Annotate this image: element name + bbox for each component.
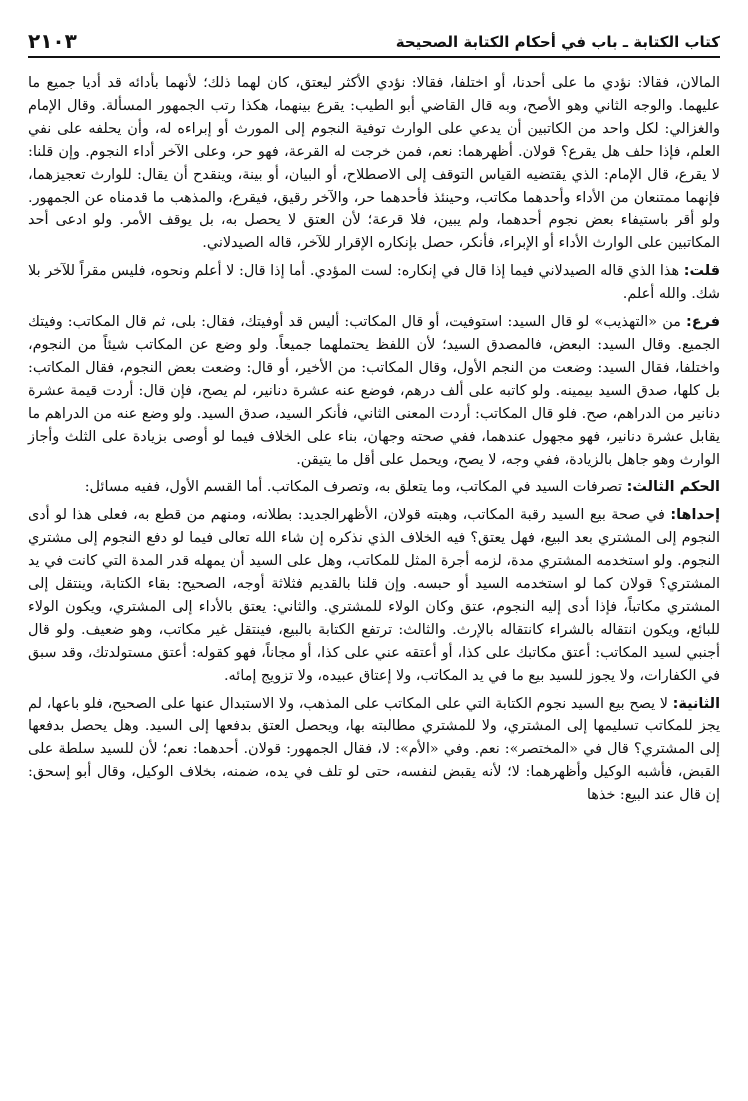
- paragraph-lead: الحكم الثالث:: [626, 479, 720, 496]
- paragraph-5: [28, 504, 720, 687]
- page-body: [28, 72, 720, 807]
- paragraph-text: المالان، فقالا: نؤدي ما على أحدنا، أو اختلفا، فقالا: نؤدي الأكثر ليعتق، كان لهما ذلك؛ لأنهما بأدائه قد أديا جميع ما عليهما. والوجه الثاني وهو الأصح، وبه قال القاضي أبو الطيب: يقرع بينهما، هكذا رتب الجمهور المسألة. وقال الإمام والغزالي: لكل واحد من الكاتبين أن يدعي على الوارث توفية النجوم إلى المورث أو إبراءه له، وأن يحلفه على نفي العلم، فإذا حلف هل يقرع؟ قولان. أظهرهما: نعم، فمن خرجت له القرعة، فهو حر، وعلى الآخر أداء النجوم. وإن قلنا: لا يقرع، قال الإمام: الذي يقتضيه القياس التوقف إلى الاصطلاح، أو البيان، أو بينة، وينقدح أن يقال: للوارث تعجيزهما، فإنهما ممتنعان من الأداء وأحدهما مكاتب، وحينئذ فأحدهما حر، والآخر رقيق، فيقرع، والمذهب ما قدمناه عن الجمهور. ولو أقر باستيفاء بعض نجوم أحدهما، ولم يبين، فلا قرعة؛ لأن العتق لا يحصل به، بل يوقف الأمر. ولو ادعى أحد المكاتبين على الوارث الأداء أو الإبراء، فأنكر، حصل بإنكاره الإقرار للآخر، قاله الصيدلاني.: [28, 75, 720, 252]
- paragraph-3: [28, 311, 720, 471]
- paragraph-lead: قلت:: [683, 263, 720, 280]
- chapter-title: كتاب الكتابة ـ باب في أحكام الكتابة الصحيحة: [395, 33, 720, 51]
- paragraph-4: [28, 476, 720, 499]
- paragraph-text: تصرفات السيد في المكاتب، وما يتعلق به، وتصرف المكاتب. أما القسم الأول، ففيه مسائل:: [84, 479, 623, 496]
- paragraph-1: [28, 72, 720, 255]
- running-header: [28, 26, 720, 58]
- book-page: [28, 26, 720, 1086]
- paragraph-6: [28, 693, 720, 808]
- paragraph-lead: إحداها:: [670, 507, 720, 524]
- paragraph-text: في صحة بيع السيد رقبة المكاتب، وهبته قولان، الأظهرالجديد: بطلانه، ومنهم من قطع به، فعلى هذا لو أدى النجوم إلى المشتري بعد البيع، فهل يعتق؟ فيه الخلاف الذي نذكره إن شاء الله تعالى فيما لو دفع النجوم إلى مشتري النجوم. ولو استخدمه المشتري مدة، لزمه أجرة المثل للمكاتب، وهل على السيد أن يمهله قدر المدة التي كانت في يد المشتري؟ قولان كما لو استخدمه السيد أو حبسه. وإن قلنا بالقديم فثلاثة أوجه، الصحيح: بقاء الكتابة، وينتقل إلى المشتري مكاتباً، فإذا أدى إليه النجوم، عتق وكان الولاء للمشتري. والثاني: يعتق بالأداء إلى المشتري، ويكون الولاء للبائع، ويكون انتقاله بالشراء كانتقاله بالإرث. والثالث: ترتفع الكتابة بالبيع، فينتقل غير مكاتب، وهو ضعيف. ولو قال أجنبي لسيد المكاتب: أعتق مكاتبك على كذا، أو أعتقه عني على كذا، أو مجاناً، فهو كقوله: أعتق مستولدتك، وقد سبق في الكفارات، ولا يجوز للسيد بيع ما في يد المكاتب، ولا إعتاق عبيده، ولا تزويج إمائه.: [28, 507, 720, 684]
- paragraph-lead: فرع:: [686, 314, 720, 331]
- paragraph-text: لا يصح بيع السيد نجوم الكتابة التي على المكاتب على المذهب، ولا الاستبدال عنها على الصحيح، فلو باعها، لم يجز للمكاتب تسليمها إلى المشتري، ولا للمشتري مطالبته بها، ويحصل العتق بدفعها إلى السيد. وهل يحصل بدفعها إلى المشتري؟ قال في «المختصر»: نعم. وفي «الأم»: لا، فقال الجمهور: قولان. أحدهما: نعم؛ لأن للسيد سلطة على القبض، فأشبه الوكيل وأظهرهما: لا؛ لأنه يقبض لنفسه، حتى لو تلف في يده، ضمنه، بخلاف الوكيل، وقال أبو إسحق: إن قال عند البيع: خذها: [28, 695, 720, 804]
- paragraph-text: من «التهذيب» لو قال السيد: استوفيت، أو قال المكاتب: أليس قد أوفيتك، فقال: بلى، ثم قال المكاتب: وفيتك الجميع. وقال السيد: البعض، فالمصدق السيد؛ لأن اللفظ يحتملهما جميعاً. ولو وضع عن المكاتب شيئاً من النجوم، واختلفا، فقال السيد: وضعت من النجم الأول، وقال المكاتب: من الأخير، أو قال: وضعت بعض النجوم، فقال المكاتب: بل كلها، صدق السيد بيمينه. ولو كاتبه على ألف درهم، فوضع عنه عشرة دنانير، لم يصح، فإن قال: أردت قيمة عشرة دنانير من الدراهم، صح. فلو قال المكاتب: أردت المعنى الثاني، فأنكر السيد، صدق السيد. ولو وضع عنه من الدراهم ما يقابل عشرة دنانير، فهو مجهول عندهما، ففي صحته وجهان، بناء على الخلاف فيما لو أوصى بزيادة على الثلث وأجاز الوارث وهو جاهل بالزيادة، ففي وجه، لا يصح، ويحمل على أقل ما يتيقن.: [28, 314, 720, 468]
- paragraph-lead: الثانية:: [672, 695, 720, 712]
- page-number: ٢١٠٣: [28, 29, 77, 53]
- paragraph-text: هذا الذي قاله الصيدلاني فيما إذا قال في إنكاره: لست المؤدي. أما إذا قال: لا أعلم ونحوه، فليس مقراً للآخر بلا شك. والله أعلم.: [28, 263, 720, 303]
- paragraph-2: [28, 260, 720, 306]
